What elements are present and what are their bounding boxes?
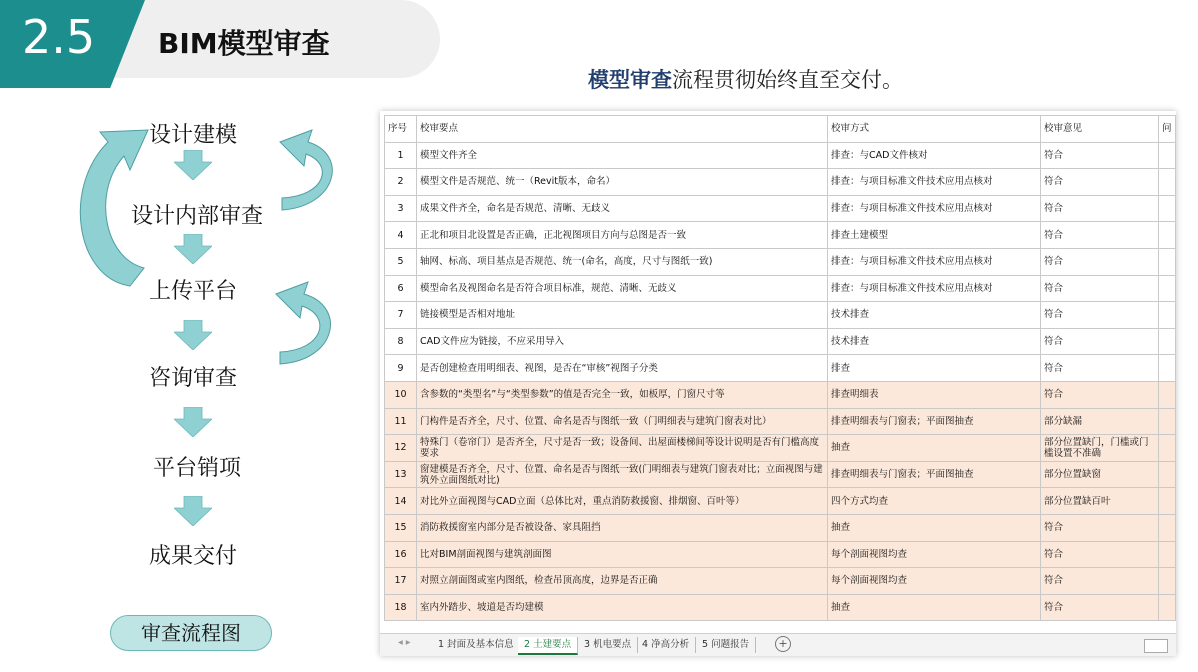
- review-opinion-cell[interactable]: 符合: [1041, 248, 1159, 275]
- review-opinion-cell[interactable]: 部分位置缺百叶: [1041, 488, 1159, 515]
- tab-headroom-analysis[interactable]: 4 净高分析: [636, 637, 696, 653]
- table-row: [385, 381, 1176, 408]
- review-method-cell[interactable]: 技术排查: [828, 302, 1041, 329]
- extra-cell[interactable]: [1159, 302, 1176, 329]
- table-row: [385, 488, 1176, 515]
- review-opinion-cell[interactable]: 符合: [1041, 302, 1159, 329]
- row-number-cell[interactable]: 6: [385, 275, 417, 302]
- review-opinion-cell[interactable]: 符合: [1041, 169, 1159, 196]
- check-point-cell[interactable]: 是否创建检查用明细表、视图，是否在“审核”视图子分类: [417, 355, 828, 382]
- down-arrow-icon: [174, 320, 212, 350]
- header-cell[interactable]: 校审方式: [828, 116, 1041, 143]
- row-number-cell[interactable]: 16: [385, 541, 417, 568]
- tab-civil-points[interactable]: 2 土建要点: [518, 637, 578, 655]
- check-point-cell[interactable]: 链接模型是否相对地址: [417, 302, 828, 329]
- review-method-cell[interactable]: 排查明细表: [828, 381, 1041, 408]
- table-row: [385, 328, 1176, 355]
- table-row: [385, 275, 1176, 302]
- section-number: 2.5: [22, 10, 96, 64]
- table-row: [385, 142, 1176, 169]
- check-point-cell[interactable]: 含参数的“类型名”与“类型参数”的值是否完全一致，如板厚，门窗尺寸等: [417, 381, 828, 408]
- extra-cell[interactable]: [1159, 222, 1176, 249]
- row-number-cell[interactable]: 18: [385, 594, 417, 621]
- row-number-cell[interactable]: 8: [385, 328, 417, 355]
- table-row: [385, 408, 1176, 435]
- flow-step-internal-review: 设计内部审查: [131, 204, 264, 229]
- review-opinion-cell[interactable]: 符合: [1041, 195, 1159, 222]
- review-opinion-cell[interactable]: 符合: [1041, 381, 1159, 408]
- extra-cell[interactable]: [1159, 275, 1176, 302]
- extra-cell[interactable]: [1159, 461, 1176, 488]
- check-point-cell[interactable]: 消防救援窗室内部分是否被设备、家具阻挡: [417, 514, 828, 541]
- down-arrow-icon: [174, 150, 212, 180]
- table-row: [385, 222, 1176, 249]
- table-row: [385, 568, 1176, 595]
- check-point-cell[interactable]: 室内外踏步、坡道是否均建模: [417, 594, 828, 621]
- tab-issue-report[interactable]: 5 问题报告: [696, 637, 756, 653]
- extra-cell[interactable]: [1159, 408, 1176, 435]
- extra-cell[interactable]: [1159, 328, 1176, 355]
- extra-cell[interactable]: [1159, 142, 1176, 169]
- row-number-cell[interactable]: 13: [385, 461, 417, 488]
- extra-cell[interactable]: [1159, 248, 1176, 275]
- review-method-cell[interactable]: 抽查: [828, 594, 1041, 621]
- review-method-cell[interactable]: 排查土建模型: [828, 222, 1041, 249]
- check-point-cell[interactable]: 对比外立面视图与CAD立面（总体比对，重点消防救援窗、排烟窗、百叶等）: [417, 488, 828, 515]
- down-arrow-icon: [174, 496, 212, 526]
- review-opinion-cell[interactable]: 符合: [1041, 355, 1159, 382]
- review-method-cell[interactable]: 排查: [828, 355, 1041, 382]
- table-row: [385, 461, 1176, 488]
- flow-step-platform-close: 平台销项: [153, 456, 242, 481]
- row-number-cell[interactable]: 15: [385, 514, 417, 541]
- review-opinion-cell[interactable]: 符合: [1041, 275, 1159, 302]
- flow-step-upload-platform: 上传平台: [149, 279, 238, 304]
- check-point-cell[interactable]: 特殊门（卷帘门）是否齐全，尺寸是否一致；设备间、出屋面楼梯间等设计说明是否有门槛高度要求: [417, 435, 828, 462]
- row-number-cell[interactable]: 5: [385, 248, 417, 275]
- add-sheet-icon[interactable]: +: [775, 636, 791, 652]
- row-number-cell[interactable]: 12: [385, 435, 417, 462]
- subtitle: [588, 64, 903, 94]
- review-opinion-cell[interactable]: 符合: [1041, 142, 1159, 169]
- header-cell[interactable]: 校审意见: [1041, 116, 1159, 143]
- flow-step-design-modeling: 设计建模: [149, 123, 238, 148]
- subtitle-highlight: 模型审查: [588, 68, 672, 92]
- sheet-tab-bar: [380, 633, 1176, 656]
- review-method-cell[interactable]: 排查：与项目标准文件技术应用点核对: [828, 248, 1041, 275]
- flow-step-delivery: 成果交付: [149, 544, 238, 569]
- check-point-cell[interactable]: 模型文件是否规范、统一（Revit版本，命名）: [417, 169, 828, 196]
- extra-cell[interactable]: [1159, 594, 1176, 621]
- flow-step-consult-review: 咨询审查: [149, 366, 238, 391]
- down-arrow-icon: [174, 234, 212, 264]
- table-row: [385, 594, 1176, 621]
- check-point-cell[interactable]: 比对BIM剖面视图与建筑剖面图: [417, 541, 828, 568]
- review-method-cell[interactable]: 排查明细表与门窗表；平面图抽查: [828, 408, 1041, 435]
- check-point-cell[interactable]: 模型命名及视图命名是否符合项目标准，规范、清晰、无歧义: [417, 275, 828, 302]
- flow-legend-label: 审查流程图: [110, 615, 272, 651]
- loop-back-arrow-icon: [274, 276, 336, 370]
- extra-cell[interactable]: [1159, 568, 1176, 595]
- loop-back-arrow-icon: [64, 118, 154, 298]
- review-method-cell[interactable]: 排查：与项目标准文件技术应用点核对: [828, 169, 1041, 196]
- check-point-cell[interactable]: 模型文件齐全: [417, 142, 828, 169]
- review-method-cell[interactable]: 排查：与项目标准文件技术应用点核对: [828, 275, 1041, 302]
- extra-cell[interactable]: [1159, 355, 1176, 382]
- horizontal-scrollbar[interactable]: [1144, 639, 1168, 653]
- row-number-cell[interactable]: 4: [385, 222, 417, 249]
- row-number-cell[interactable]: 14: [385, 488, 417, 515]
- spreadsheet-window: [380, 111, 1176, 656]
- table-row: [385, 195, 1176, 222]
- review-method-cell[interactable]: 排查：与CAD文件核对: [828, 142, 1041, 169]
- extra-cell[interactable]: [1159, 514, 1176, 541]
- row-number-cell[interactable]: 11: [385, 408, 417, 435]
- down-arrow-icon: [174, 407, 212, 437]
- tab-mep-points[interactable]: 3 机电要点: [578, 637, 638, 653]
- row-number-cell[interactable]: 7: [385, 302, 417, 329]
- extra-cell[interactable]: [1159, 195, 1176, 222]
- review-opinion-cell[interactable]: 符合: [1041, 594, 1159, 621]
- sheet-nav-arrows[interactable]: ◂ ▸: [398, 637, 411, 648]
- review-method-cell[interactable]: 抽查: [828, 435, 1041, 462]
- row-number-cell[interactable]: 9: [385, 355, 417, 382]
- row-number-cell[interactable]: 10: [385, 381, 417, 408]
- review-opinion-cell[interactable]: 部分位置缺窗: [1041, 461, 1159, 488]
- check-point-cell[interactable]: CAD文件应为链接，不应采用导入: [417, 328, 828, 355]
- table-row: [385, 248, 1176, 275]
- review-opinion-cell[interactable]: 符合: [1041, 222, 1159, 249]
- row-number-cell[interactable]: 1: [385, 142, 417, 169]
- check-point-cell[interactable]: 对照立剖面图或室内图纸，检查吊顶高度，边界是否正确: [417, 568, 828, 595]
- check-point-cell[interactable]: 成果文件齐全，命名是否规范、清晰、无歧义: [417, 195, 828, 222]
- check-point-cell[interactable]: 窗建模是否齐全，尺寸、位置、命名是否与图纸一致(门明细表与建筑门窗表对比；立面视图与建筑外立面图纸对比): [417, 461, 828, 488]
- review-opinion-cell[interactable]: 部分位置缺门，门槛或门槛设置不准确: [1041, 435, 1159, 462]
- review-method-cell[interactable]: 每个剖面视图均查: [828, 568, 1041, 595]
- table-row: [385, 541, 1176, 568]
- page-title: BIM模型审查: [158, 27, 330, 60]
- table-row: [385, 169, 1176, 196]
- extra-cell[interactable]: [1159, 488, 1176, 515]
- review-opinion-cell[interactable]: 符合: [1041, 568, 1159, 595]
- review-opinion-cell[interactable]: 符合: [1041, 541, 1159, 568]
- review-method-cell[interactable]: 每个剖面视图均查: [828, 541, 1041, 568]
- table-row: [385, 302, 1176, 329]
- header-cell[interactable]: 校审要点: [417, 116, 828, 143]
- header-cell[interactable]: 问: [1159, 116, 1176, 143]
- row-number-cell[interactable]: 17: [385, 568, 417, 595]
- review-opinion-cell[interactable]: 符合: [1041, 514, 1159, 541]
- review-method-cell[interactable]: 排查明细表与门窗表；平面图抽查: [828, 461, 1041, 488]
- extra-cell[interactable]: [1159, 381, 1176, 408]
- review-method-cell[interactable]: 四个方式均查: [828, 488, 1041, 515]
- review-table: [384, 115, 1176, 621]
- row-number-cell[interactable]: 2: [385, 169, 417, 196]
- header-cell[interactable]: 序号: [385, 116, 417, 143]
- check-point-cell[interactable]: 正北和项目北设置是否正确，正北视图项目方向与总图是否一致: [417, 222, 828, 249]
- review-opinion-cell[interactable]: 符合: [1041, 328, 1159, 355]
- loop-back-arrow-icon: [278, 124, 340, 216]
- review-method-cell[interactable]: 排查：与项目标准文件技术应用点核对: [828, 195, 1041, 222]
- table-header-row: [385, 116, 1176, 143]
- review-method-cell[interactable]: 技术排查: [828, 328, 1041, 355]
- table-row: [385, 514, 1176, 541]
- table-row: [385, 435, 1176, 462]
- table-row: [385, 355, 1176, 382]
- row-number-cell[interactable]: 3: [385, 195, 417, 222]
- subtitle-rest: 流程贯彻始终直至交付。: [672, 68, 903, 92]
- tab-cover-info[interactable]: 1 封面及基本信息: [432, 637, 521, 653]
- review-opinion-cell[interactable]: 部分缺漏: [1041, 408, 1159, 435]
- extra-cell[interactable]: [1159, 541, 1176, 568]
- check-point-cell[interactable]: 轴网、标高、项目基点是否规范、统一(命名，高度，尺寸与图纸一致): [417, 248, 828, 275]
- review-method-cell[interactable]: 抽查: [828, 514, 1041, 541]
- check-point-cell[interactable]: 门构件是否齐全，尺寸、位置、命名是否与图纸一致（门明细表与建筑门窗表对比）: [417, 408, 828, 435]
- extra-cell[interactable]: [1159, 435, 1176, 462]
- extra-cell[interactable]: [1159, 169, 1176, 196]
